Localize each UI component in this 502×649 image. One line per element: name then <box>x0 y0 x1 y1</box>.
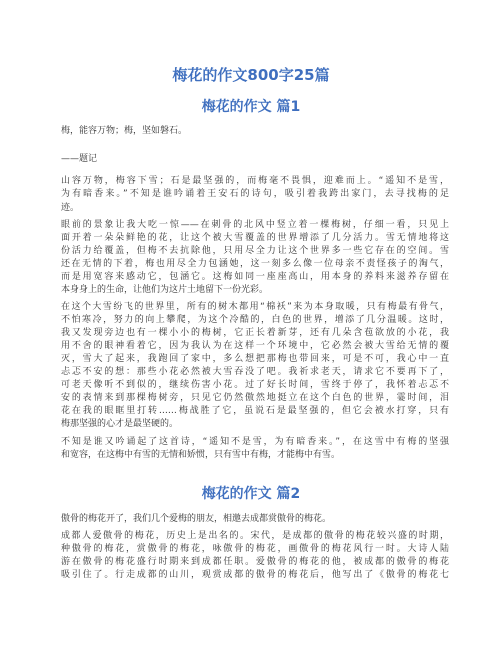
paragraph-line: 不怕寒冷，努力的向上攀爬，为这个冷酷的，白色的世界，增添了几分温暖。这时， <box>61 315 449 325</box>
paragraph-line: 为有暗香来。”不知是谁吟诵着王安石的诗句，吸引着我跨出家门，去寻找梅的足 <box>61 189 449 199</box>
paragraph-line: 而是用宽容来感动它，包涵它。这梅如同一座座高山，用本身的养料来滋养存留在 <box>61 272 449 282</box>
paragraph-line: 和宽容，在这梅中有雪的无情和娇惯，只有雪中有梅，才能梅中有雪。 <box>61 450 341 460</box>
paragraph-line: 傲骨的梅花开了，我们几个爱梅的朋友，相邀去成都赏傲骨的梅花。 <box>61 514 332 524</box>
section-heading: 梅花的作文 篇1 <box>201 99 301 115</box>
paragraph-line: 迹。 <box>61 203 80 213</box>
paragraph-line: 游在傲骨的梅花盛行时期来到成都任职。爱傲骨的梅花的他，被成都的傲骨的梅花 <box>61 557 449 567</box>
paragraph-line: 本身身上的生命，让他们为这片土地留下一份光彩。 <box>61 285 269 295</box>
paragraph-line: 吸引住了。行走成都的山川，观赏成都的傲骨的梅花后，他写出了《傲骨的梅花七 <box>61 570 449 580</box>
paragraph-line: ——题记 <box>61 154 98 164</box>
paragraph-line: 不知是谁又吟诵起了这首诗，“遥知不是雪，为有暗香来。”，在这雪中有梅的坚强 <box>61 437 449 447</box>
document-title: 梅花的作文800字25篇 <box>172 66 330 84</box>
paragraph-line: 份活力给覆盖，但梅不去抗除他，只用尽全力让这个世界多一些它存在的空间。雪 <box>61 246 449 256</box>
paragraph-line: 还在无情的下着，梅也用尽全力包涵她，这一刻多么像一位母亲不责怪孩子的淘气， <box>61 259 449 269</box>
paragraph-line: 面开着一朵朵鲜艳的花，让这个被大雪覆盖的世界增添了几分活力。雪无情地将这 <box>61 233 449 243</box>
paragraph-line: 眼前的景象让我大吃一惊——在刺骨的北风中竖立着一棵梅树，仔细一看，只见上 <box>61 220 449 230</box>
paragraph-line: 安的表情来到那棵梅树旁，只见它仍然傲然地挺立在这个白色的世界，霎时间，泪 <box>61 393 449 403</box>
paragraph-line: 梅，能容万物；梅，坚如磐石。 <box>61 126 188 136</box>
paragraph-line: 我又发现旁边也有一棵小小的梅树，它正长着新芽，还有几朵含苞欲放的小花，我 <box>61 328 449 338</box>
paragraph-line: 用不舍的眼神看着它，因为我认为在这样一个环境中，它必然会被大雪给无情的覆 <box>61 341 449 351</box>
paragraph-line: 成都人爱傲骨的梅花，历史上是出名的。宋代，是成都的傲骨的梅花较兴盛的时期， <box>61 531 449 541</box>
paragraph-line: 在这个大雪纷飞的世界里，所有的树木都用“棉袄”来为本身取暖，只有梅最有骨气， <box>61 302 449 312</box>
paragraph-line: 灭，雪大了起来，我跑回了家中，多么想把那梅也带回来，可是不可，我心中一直 <box>61 354 449 364</box>
paragraph-line: 可老天像听不到似的，继续伤害小花。过了好长时间，雪终于停了，我怀着忐忑不 <box>61 380 449 390</box>
section-heading: 梅花的作文 篇2 <box>201 486 301 502</box>
paragraph-line: 山容万物，梅容下雪；石是最坚强的，而梅毫不畏惧，迎难而上。“遥知不是雪， <box>61 176 449 186</box>
paragraph-line: 梅那坚强的心才是最坚硬的。 <box>61 419 179 429</box>
paragraph-line: 忐忑不安的想：那些小花必然被大雪吞没了吧。我祈求老天，请求它不要再下了， <box>61 367 449 377</box>
paragraph-line: 种傲骨的梅花，赏傲骨的梅花，咏傲骨的梅花，画傲骨的梅花风行一时。大诗人陆 <box>61 544 449 554</box>
paragraph-line: 花在我的眼眶里打转……梅战胜了它，虽说石是最坚强的，但它会被水打穿，只有 <box>61 406 449 416</box>
